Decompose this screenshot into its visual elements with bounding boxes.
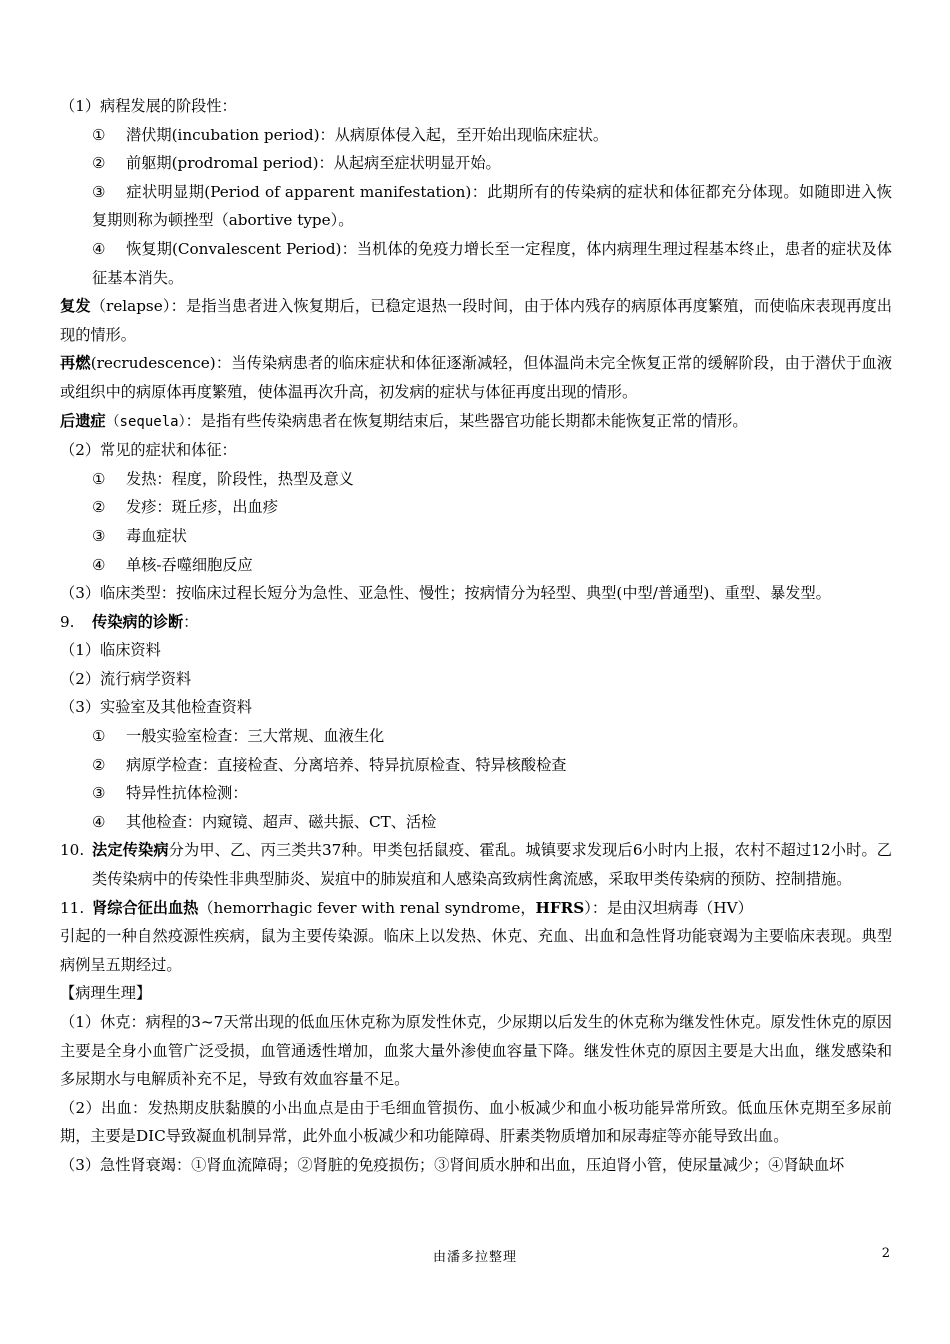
list-marker: ① xyxy=(92,727,106,746)
list-text: 单核-吞噬细胞反应 xyxy=(126,555,253,574)
list-item-fever xyxy=(60,465,892,494)
document-body xyxy=(60,92,892,1180)
list-text: 发热：程度，阶段性，热型及意义 xyxy=(126,469,354,488)
section-hfrs xyxy=(60,894,892,923)
paragraph-epidemiology: （2）流行病学资料 xyxy=(60,669,192,688)
list-text: 发疹：斑丘疹，出血疹 xyxy=(126,498,278,517)
section-heading: 传染病的诊断 xyxy=(92,612,184,631)
list-marker: ④ xyxy=(92,812,106,831)
list-marker: ① xyxy=(92,125,106,144)
list-item-general-lab xyxy=(60,722,892,751)
abbreviation: HFRS xyxy=(535,898,585,917)
section-number: 10. xyxy=(60,841,85,860)
paragraph-sequela xyxy=(60,407,892,437)
paragraph-bleeding: （2）出血：发热期皮肤黏膜的小出血点是由于毛细血管损伤、血小板减少和血小板功能异常所致。低血压休克期至多尿前期，主要是DIC导致凝血机制异常，此外血小板减少和功能障碍、肝素类物质增加和尿毒症等亦能导致出血。 xyxy=(60,1098,892,1146)
list-marker: ③ xyxy=(92,526,106,545)
list-text: 症状明显期(Period of apparent manifestation)：此期所有的传染病的症状和体征都充分体现。如随即进入恢复期则称为顿挫型（abortive type）。 xyxy=(92,182,892,230)
list-marker: ③ xyxy=(92,182,106,201)
section-heading: 法定传染病 xyxy=(92,841,169,860)
list-text: 恢复期(Convalescent Period)：当机体的免疫力增长至一定程度，体内病理生理过程基本终止，患者的症状及体征基本消失。 xyxy=(92,239,892,287)
term-recrudescence: 再燃 xyxy=(60,354,91,373)
list-marker: ④ xyxy=(92,555,106,574)
list-marker: ③ xyxy=(92,784,106,803)
term-english: （sequela） xyxy=(105,413,186,430)
section-english: （hemorrhagic fever with renal syndrome， xyxy=(198,898,536,917)
term-relapse: 复发 xyxy=(60,297,91,316)
list-text: 病原学检查：直接检查、分离培养、特异抗原检查、特异核酸检查 xyxy=(126,755,567,774)
list-text: 毒血症状 xyxy=(126,526,187,545)
section-diagnosis xyxy=(60,608,892,637)
list-item-toxemia xyxy=(60,522,892,551)
paragraph-clinical-types: （3）临床类型：按临床过程长短分为急性、亚急性、慢性；按病情分为轻型、典型(中型/普通型)、重型、暴发型。 xyxy=(60,584,831,603)
section-number: 9. xyxy=(60,612,75,631)
list-marker: ④ xyxy=(92,239,106,258)
list-text: 一般实验室检查：三大常规、血液生化 xyxy=(126,727,385,746)
page-number: 2 xyxy=(881,1246,890,1261)
paragraph-clinical-data: （1）临床资料 xyxy=(60,641,161,660)
section-number: 11. xyxy=(60,898,85,917)
list-text: 潜伏期(incubation period)：从病原体侵入起，至开始出现临床症状。 xyxy=(126,125,609,144)
paragraph-recrudescence xyxy=(60,349,892,406)
list-item-antibody xyxy=(60,779,892,808)
list-item-prodromal xyxy=(60,149,892,178)
list-item-mononuclear xyxy=(60,551,892,580)
definition-text: （relapse）：是指当患者进入恢复期后，已稳定退热一段时间，由于体内残存的病原体再度繁殖，而使临床表现再度出现的情形。 xyxy=(60,297,892,344)
list-marker: ② xyxy=(92,498,106,517)
term-sequela: 后遗症 xyxy=(60,411,106,430)
section-heading: 肾综合征出血热 xyxy=(92,898,199,917)
list-item-rash xyxy=(60,493,892,522)
list-item-convalescent xyxy=(60,235,892,292)
list-item-incubation xyxy=(60,121,892,150)
list-marker: ② xyxy=(92,154,106,173)
paragraph-relapse xyxy=(60,292,892,349)
list-item-other-exam xyxy=(60,808,892,837)
paragraph-lab: （3）实验室及其他检查资料 xyxy=(60,698,252,717)
list-text: 特异性抗体检测： xyxy=(126,784,248,803)
definition-text: (recrudescence)：当传染病患者的临床症状和体征逐渐减轻，但体温尚未完全恢复正常的缓解阶段，由于潜伏于血液或组织中的病原体再度繁殖，使体温再次升高，初发病的症状与体征再度出现的情形。 xyxy=(60,354,893,401)
paragraph-hfrs-desc: 引起的一种自然疫源性疾病，鼠为主要传染源。临床上以发热、休克、充血、出血和急性肾功能衰竭为主要临床表现。典型病例呈五期经过。 xyxy=(60,927,892,974)
section-text: ）：是由汉坦病毒（HV） xyxy=(584,898,753,917)
paragraph-course-stages: （1）病程发展的阶段性： xyxy=(60,97,237,115)
footer-author: 由潘多拉整理 xyxy=(432,1250,517,1265)
paragraph-shock: （1）休克：病程的3~7天常出现的低血压休克称为原发性休克，少尿期以后发生的休克称为继发性休克。原发性休克的原因主要是全身小血管广泛受损，血管通透性增加，血浆大量外渗使血容量下降。继发性休克的原因主要是大出血，继发感染和多尿期水与电解质补充不足，导致有效血容量不足。 xyxy=(60,1013,892,1089)
list-item-etiology xyxy=(60,751,892,780)
list-marker: ② xyxy=(92,755,106,774)
definition-text: ：是指有些传染病患者在恢复期结束后，某些器官功能长期都未能恢复正常的情形。 xyxy=(185,411,748,430)
paragraph-symptoms: （2）常见的症状和体征： xyxy=(60,441,237,460)
section-notifiable xyxy=(60,836,892,893)
list-text: 前躯期(prodromal period)：从起病至症状明显开始。 xyxy=(126,154,501,173)
subheading-pathophysiology: 【病理生理】 xyxy=(60,984,152,1003)
list-item-manifestation xyxy=(60,178,892,235)
section-text: 分为甲、乙、丙三类共37种。甲类包括鼠疫、霍乱。城镇要求发现后6小时内上报，农村不超过12小时。乙类传染病中的传染性非典型肺炎、炭疽中的肺炭疽和人感染高致病性禽流感，采取甲类传染病的预防、控制措施。 xyxy=(92,841,892,889)
heading-colon: ： xyxy=(183,612,199,631)
list-marker: ① xyxy=(92,469,106,488)
paragraph-renal-failure: （3）急性肾衰竭：①肾血流障碍；②肾脏的免疫损伤；③肾间质水肿和出血，压迫肾小管，使尿量减少；④肾缺血坏 xyxy=(60,1155,845,1174)
list-text: 其他检查：内窥镜、超声、磁共振、CT、活检 xyxy=(126,812,437,831)
